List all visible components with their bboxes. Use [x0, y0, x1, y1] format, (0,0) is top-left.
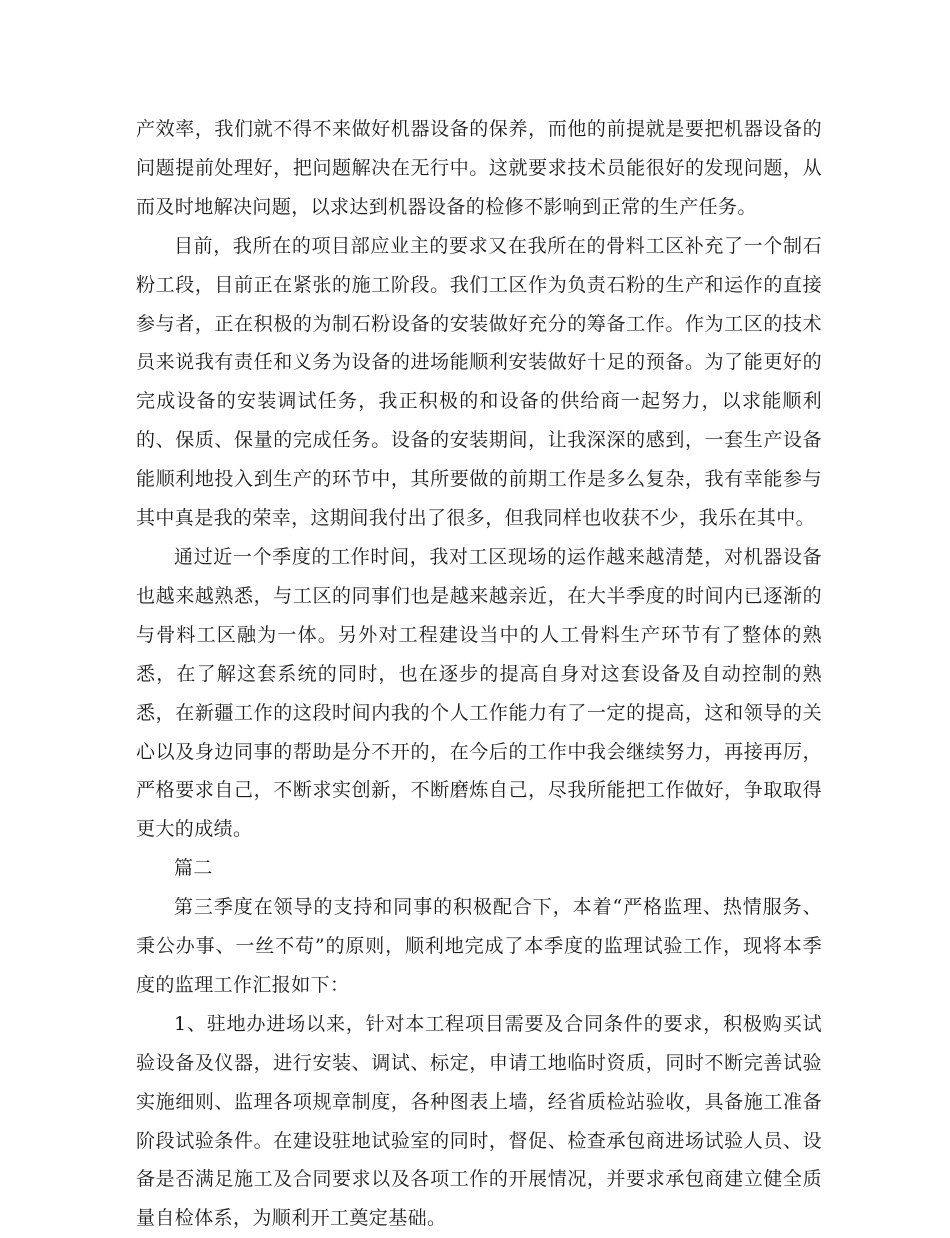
- paragraph-project-department: 目前，我所在的项目部应业主的要求又在我所在的骨料工区补充了一个制石粉工段，目前正在紧张的施工阶段。我们工区作为负责石粉的生产和运作的直接参与者，正在积极的为制石粉设备的安装做好充分的筹备工作。作为工区的技术员来说我有责任和义务为设备的进场能顺利安装做好十足的预备。为了能更好的完成设备的安装调试任务，我正积极的和设备的供给商一起努力，以求能顺利的、保质、保量的完成任务。设备的安装期间，让我深深的感到，一套生产设备能顺利地投入到生产的环节中，其所要做的前期工作是多么复杂，我有幸能参与其中真是我的荣幸，这期间我付出了很多，但我同样也收获不少，我乐在其中。: [136, 234, 822, 530]
- paragraph-third-quarter-intro: 第三季度在领导的支持和同事的积极配合下，本着“严格监理、热情服务、秉公办事、一丝不苟”的原则，顺利地完成了本季度的监理试验工作，现将本季度的监理工作汇报如下：: [136, 896, 822, 996]
- paragraph-quarter-summary: 通过近一个季度的工作时间，我对工区现场的运作越来越清楚，对机器设备也越来越熟悉，与工区的同事们也是越来越亲近，在大半季度的时间内已逐渐的与骨料工区融为一体。另外对工程建设当中的人工骨料生产环节有了整体的熟悉，在了解这套系统的同时，也在逐步的提高自身对这套设备及自动控制的熟悉，在新疆工作的这段时间内我的个人工作能力有了一定的提高，这和领导的关心以及身边同事的帮助是分不开的，在今后的工作中我会继续努力，再接再厉，严格要求自己，不断求实创新，不断磨炼自己，尽我所能把工作做好，争取取得更大的成绩。: [136, 545, 822, 841]
- document-body: [136, 110, 822, 1238]
- paragraph-item-1: 1、驻地办进场以来，针对本工程项目需要及合同条件的要求，积极购买试验设备及仪器，进行安装、调试、标定，申请工地临时资质，同时不断完善试验实施细则、监理各项规章制度，各种图表上墙，经省质检站验收，具备施工准备阶段试验条件。在建设驻地试验室的同时，督促、检查承包商进场试验人员、设备是否满足施工及合同要求以及各项工作的开展情况，并要求承包商建立健全质量自检体系，为顺利开工奠定基础。: [136, 1012, 822, 1230]
- paragraph-continuation: 产效率，我们就不得不来做好机器设备的保养，而他的前提就是要把机器设备的问题提前处理好，把问题解决在无行中。这就要求技术员能很好的发现问题，从而及时地解决问题，以求达到机器设备的检修不影响到正常的生产任务。: [136, 118, 822, 218]
- section-heading: 篇二: [174, 857, 213, 880]
